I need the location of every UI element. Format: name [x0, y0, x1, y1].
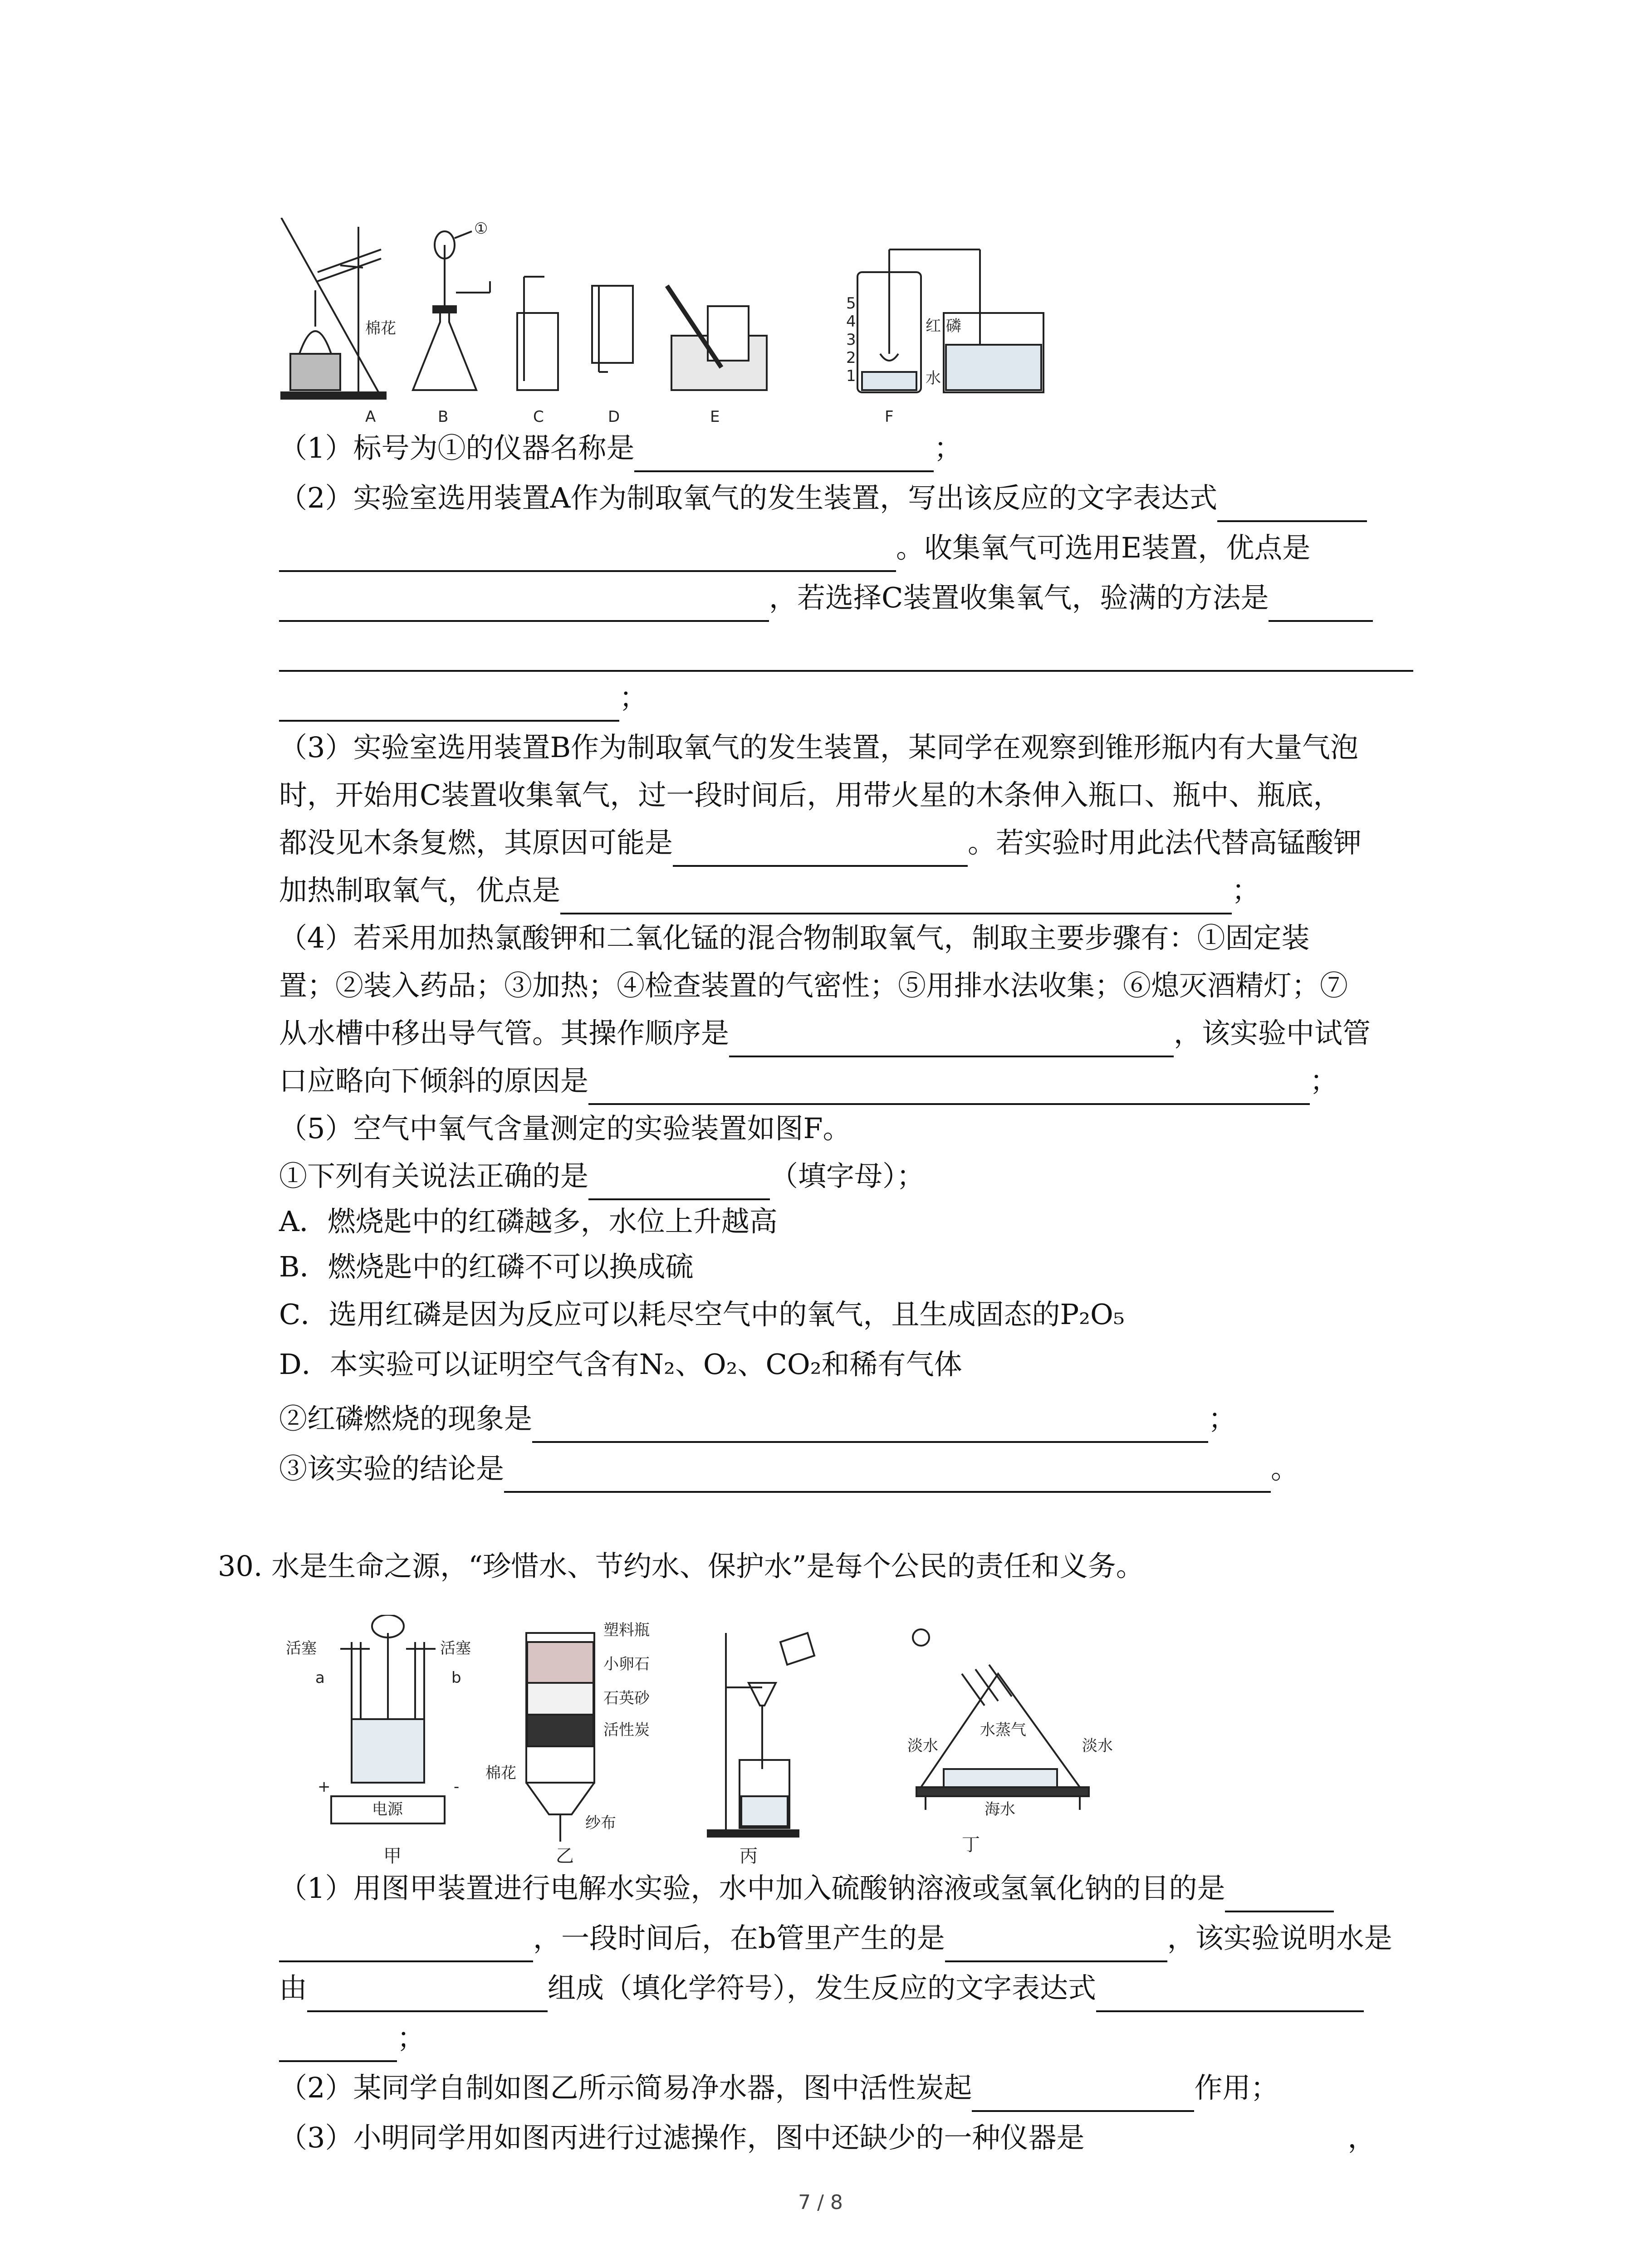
- q30-p3: （3）小明同学用如图丙进行过滤操作，图中还缺少的一种仪器是 ，: [279, 2121, 1376, 2154]
- q29-p2-line4: [279, 624, 1428, 672]
- q30-p2: （2）某同学自制如图乙所示简易净水器，图中活性炭起 作用；: [279, 2064, 1428, 2112]
- label-vapor: 水蒸气: [980, 1721, 1026, 1739]
- q29-p5-q3: ③该实验的结论是 。: [279, 1445, 1428, 1493]
- label-f: F: [885, 408, 894, 426]
- answer-blank-q29-1[interactable]: [634, 439, 934, 472]
- q29-option-a: A．燃烧匙中的红磷越多，水位上升越高: [279, 1205, 778, 1238]
- q29-option-b: B．燃烧匙中的红磷不可以换成硫: [279, 1250, 694, 1283]
- q29-p5-q1: ①下列有关说法正确的是 （填字母）；: [279, 1152, 1428, 1200]
- label-carbon: 活性炭: [603, 1721, 650, 1739]
- answer-blank-q29-4b[interactable]: [588, 1071, 1310, 1105]
- apparatus-e: [667, 286, 767, 390]
- q29-p2-line5: ；: [279, 674, 1428, 722]
- q29-p4-line2: 置；②装入药品；③加热；④检查装置的气密性；⑤用排水法收集；⑥熄灭酒精灯；⑦: [279, 969, 1348, 1002]
- caption-jia: 甲: [383, 1846, 402, 1867]
- apparatus-figure-a-to-f: [272, 218, 1134, 426]
- label-e: E: [710, 408, 720, 426]
- label-tube-a: a: [315, 1669, 325, 1687]
- label-seawater: 海水: [985, 1800, 1015, 1818]
- answer-blank-q29-5a[interactable]: [588, 1167, 770, 1200]
- label-minus: -: [454, 1778, 460, 1796]
- answer-blank-q30-1c[interactable]: [945, 1929, 1167, 1962]
- answer-blank-q29-2d[interactable]: [1269, 588, 1373, 622]
- label-sand: 石英砂: [603, 1689, 650, 1707]
- q29-option-d: D．本实验可以证明空气含有N₂、O₂、CO₂和稀有气体: [279, 1348, 962, 1381]
- answer-blank-q30-1b[interactable]: [279, 1929, 533, 1962]
- caption-yi: 乙: [556, 1846, 574, 1867]
- answer-blank-q29-2b[interactable]: [279, 538, 896, 572]
- scale-5: 5: [846, 294, 856, 313]
- q29-p2-line2: 。收集氧气可选用E装置，优点是: [279, 524, 1428, 572]
- label-marker-1: ①: [474, 220, 488, 238]
- answer-blank-q30-2[interactable]: [972, 2078, 1194, 2112]
- answer-blank-q29-5b[interactable]: [532, 1409, 1208, 1443]
- q29-p4-line4: 口应略向下倾斜的原因是 ；: [279, 1057, 1428, 1105]
- q30-p1-line4: ；: [279, 2014, 1428, 2062]
- solar-desalination: [913, 1629, 1089, 1810]
- q29-p2-line1: （2）实验室选用装置A作为制取氧气的发生装置，写出该反应的文字表达式: [279, 474, 1428, 522]
- answer-blank-q29-3a[interactable]: [673, 833, 968, 867]
- apparatus-c: [517, 277, 558, 390]
- q29-p4-line3: 从水槽中移出导气管。其操作顺序是 ，该实验中试管: [279, 1009, 1428, 1057]
- answer-blank-q29-2e[interactable]: [279, 638, 1413, 672]
- q29-p3-line3: 都没见木条复燃，其原因可能是 。若实验时用此法代替高锰酸钾: [279, 819, 1428, 867]
- label-fresh-water-left: 淡水: [907, 1737, 938, 1755]
- water-purifier: [526, 1633, 594, 1842]
- page-number: 7 / 8: [798, 2191, 843, 2214]
- q30-stem: 30. 水是生命之源，“珍惜水、节约水、保护水”是每个公民的责任和义务。: [218, 1549, 1144, 1583]
- label-cotton-purifier: 棉花: [485, 1764, 516, 1782]
- scale-2: 2: [846, 349, 856, 367]
- label-cotton: 棉花: [365, 319, 396, 337]
- answer-blank-q29-2c[interactable]: [279, 588, 769, 622]
- label-pebble: 小卵石: [603, 1655, 650, 1673]
- answer-blank-q29-2a[interactable]: [1217, 489, 1367, 522]
- answer-blank-q30-1a[interactable]: [1225, 1879, 1334, 1912]
- q29-option-c: C．选用红磷是因为反应可以耗尽空气中的氧气，且生成固态的P₂O₅: [279, 1298, 1125, 1331]
- answer-blank-q30-1f[interactable]: [279, 2028, 397, 2062]
- label-c: C: [533, 408, 544, 426]
- q29-p5-line1: （5）空气中氧气含量测定的实验装置如图F。: [279, 1112, 851, 1145]
- label-stopcock-left: 活塞: [286, 1639, 317, 1657]
- q30-p1-line2: ，一段时间后，在b管里产生的是 ，该实验说明水是: [279, 1914, 1428, 1962]
- label-d: D: [608, 408, 620, 426]
- q29-p2-line3: ，若选择C装置收集氧气，验满的方法是: [279, 574, 1428, 622]
- q29-p3-line1: （3）实验室选用装置B作为制取氧气的发生装置，某同学在观察到锥形瓶内有大量气泡: [279, 731, 1359, 764]
- answer-blank-q29-4a[interactable]: [729, 1024, 1174, 1057]
- q29-p3-line4: 加热制取氧气，优点是 ；: [279, 866, 1428, 914]
- label-a: A: [365, 408, 376, 426]
- caption-bing: 丙: [740, 1846, 758, 1867]
- label-bottle: 塑料瓶: [603, 1621, 650, 1639]
- answer-blank-q30-1d[interactable]: [307, 1979, 548, 2012]
- answer-blank-q29-5c[interactable]: [504, 1459, 1271, 1493]
- apparatus-b: [413, 231, 490, 390]
- electrolysis-apparatus: [331, 1615, 445, 1823]
- label-b: B: [438, 408, 449, 426]
- q29-p3-line2: 时，开始用C装置收集氧气，过一段时间后，用带火星的木条伸入瓶口、瓶中、瓶底，: [279, 778, 1342, 811]
- label-red-phosphorus: 红 磷: [926, 317, 961, 335]
- scale-3: 3: [846, 331, 856, 349]
- answer-blank-q30-1e[interactable]: [1096, 1979, 1364, 2012]
- caption-ding: 丁: [962, 1834, 980, 1855]
- label-gauze: 纱布: [585, 1814, 616, 1832]
- q29-p4-line1: （4）若采用加热氯酸钾和二氧化锰的混合物制取氧气，制取主要步骤有：①固定装: [279, 921, 1310, 954]
- label-power: 电源: [372, 1800, 403, 1818]
- label-tube-b: b: [451, 1669, 461, 1687]
- label-fresh-water-right: 淡水: [1082, 1737, 1113, 1755]
- answer-blank-q29-2f[interactable]: [279, 688, 619, 722]
- q29-p1: （1）标号为①的仪器名称是 ；: [279, 424, 1428, 472]
- label-plus: +: [318, 1778, 331, 1796]
- scale-1: 1: [846, 367, 856, 385]
- label-stopcock-right: 活塞: [440, 1639, 471, 1657]
- apparatus-d: [592, 286, 633, 372]
- q30-p1-line1: （1）用图甲装置进行电解水实验，水中加入硫酸钠溶液或氢氧化钠的目的是: [279, 1864, 1428, 1912]
- filtration-apparatus: [708, 1633, 814, 1837]
- scale-4: 4: [846, 313, 856, 331]
- q30-p1-line3: 由 组成（填化学符号），发生反应的文字表达式: [279, 1964, 1428, 2012]
- water-apparatus-figure: [272, 1615, 1180, 1869]
- label-water-f: 水: [926, 369, 941, 387]
- apparatus-a: [281, 218, 386, 399]
- q29-p5-q2: ②红磷燃烧的现象是 ；: [279, 1395, 1428, 1443]
- answer-blank-q29-3b[interactable]: [560, 881, 1232, 914]
